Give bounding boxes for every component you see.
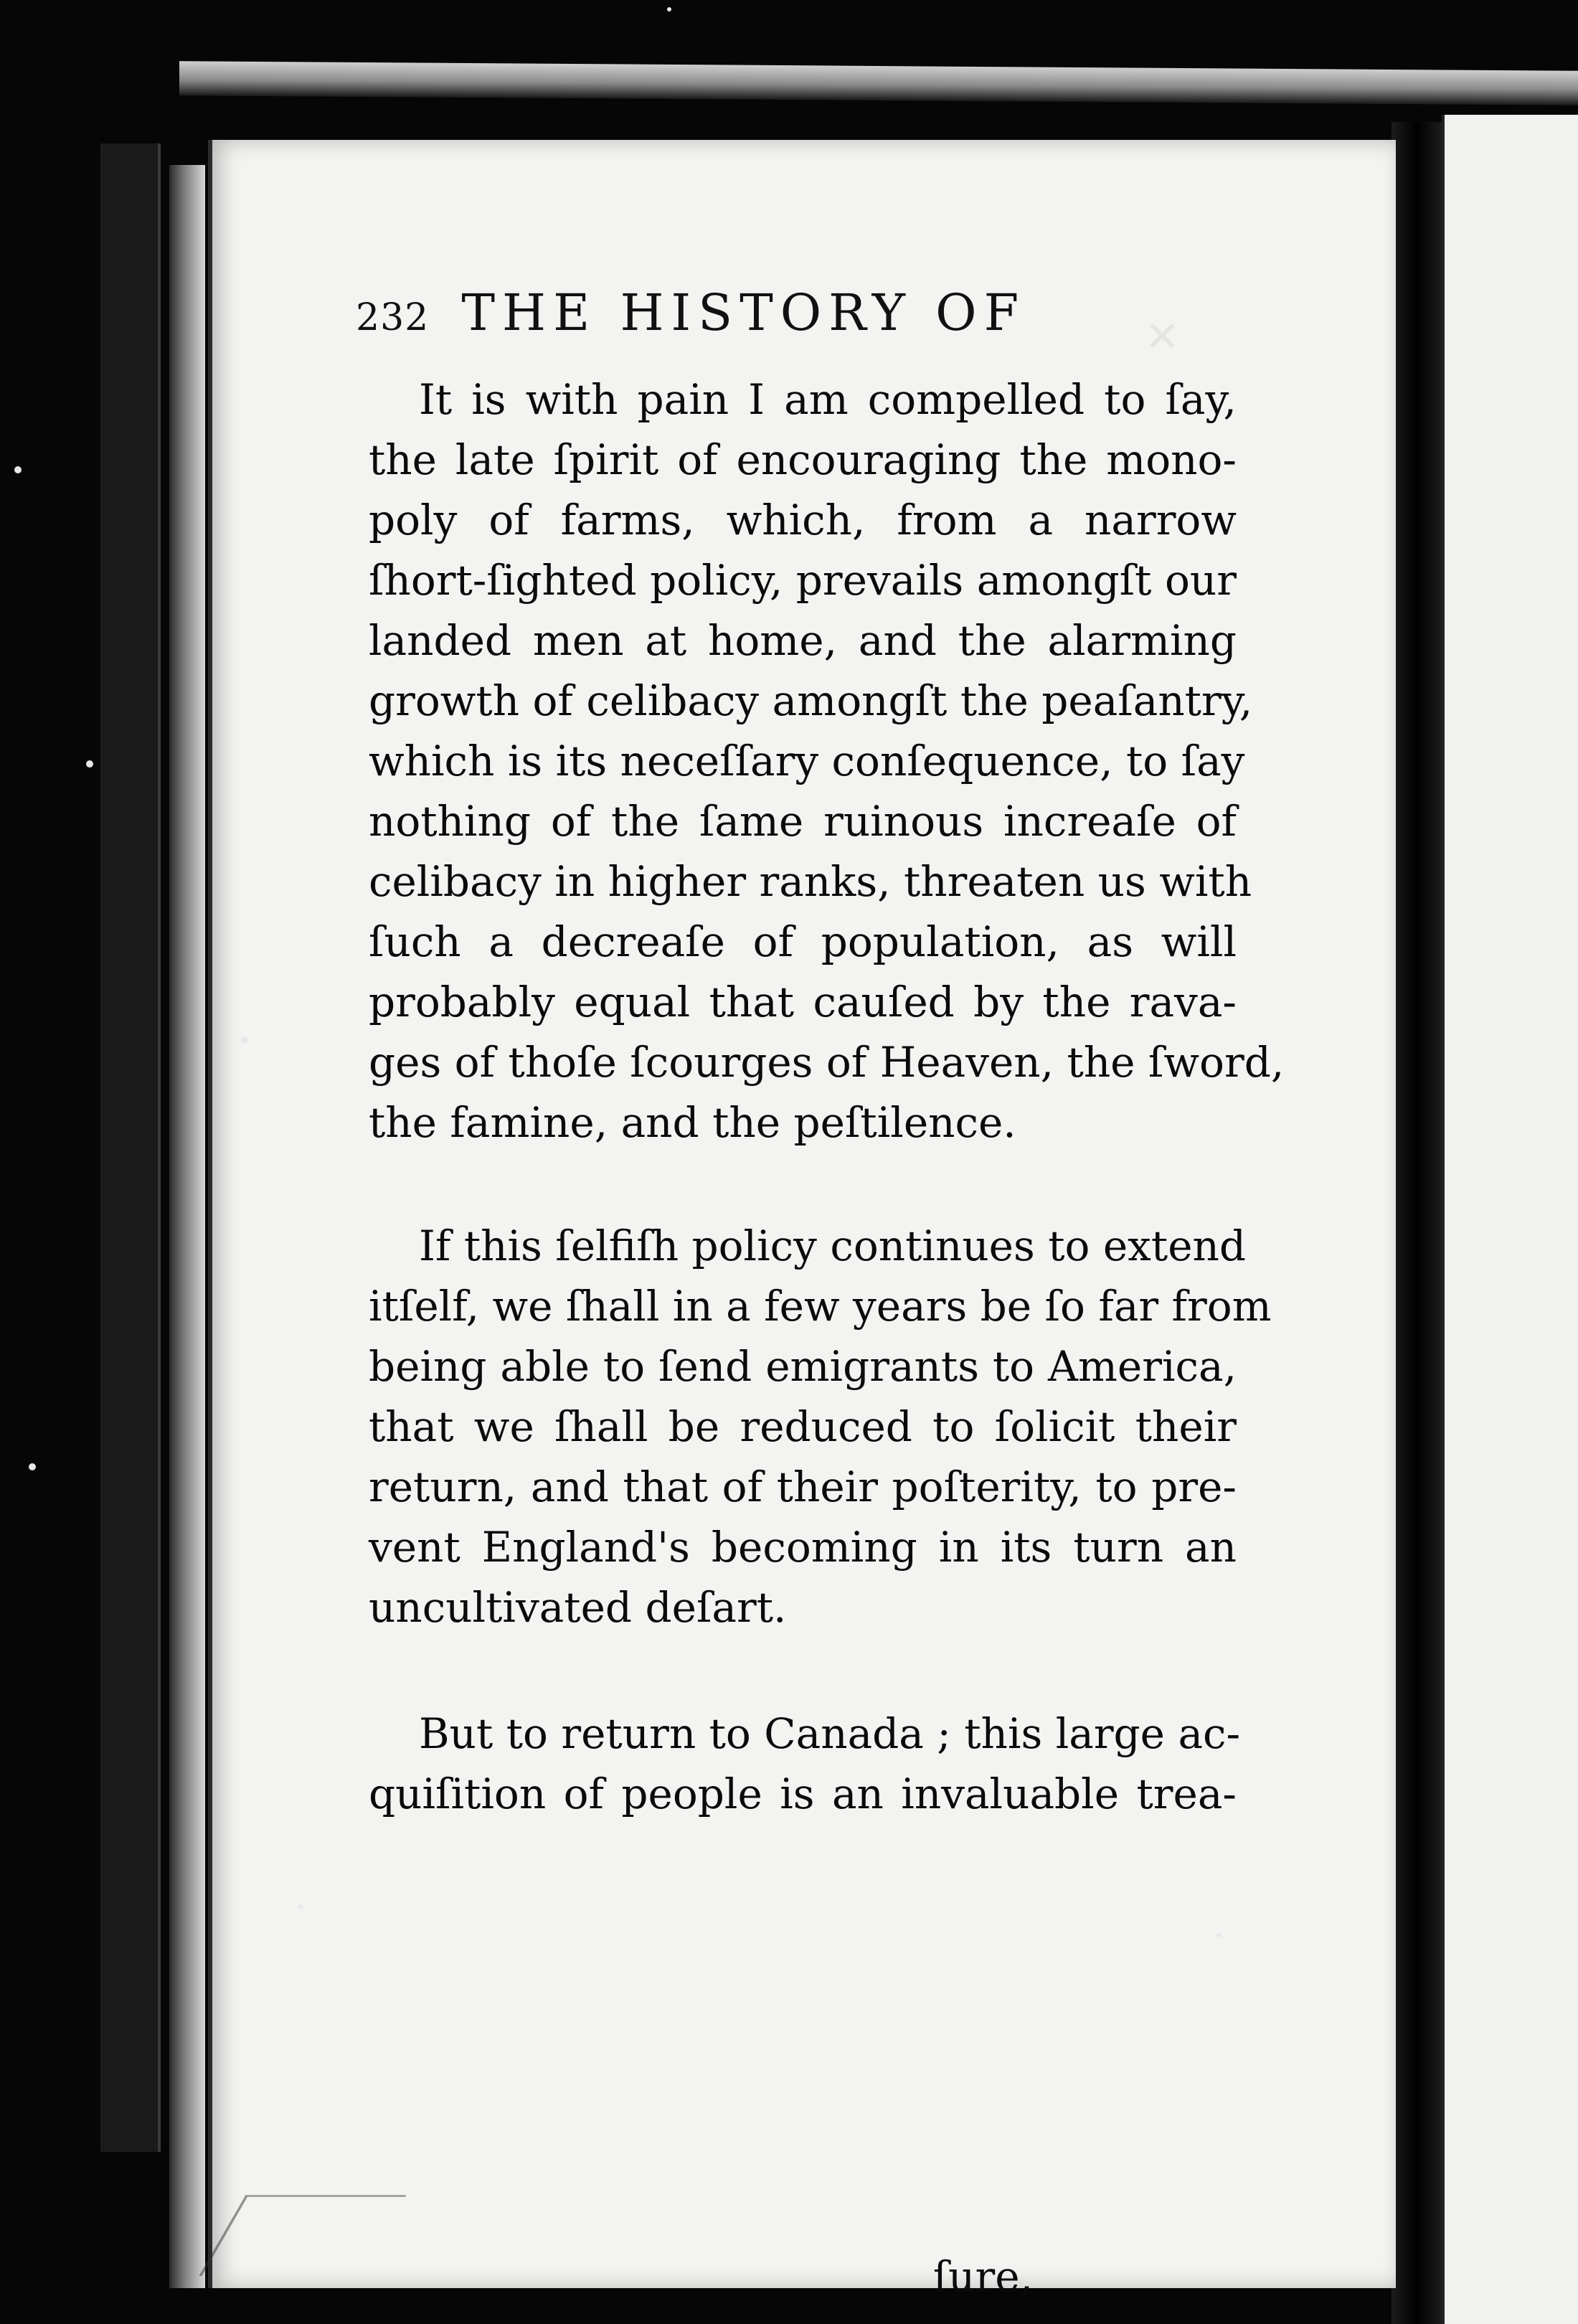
text-line: If this ſelfiſh policy continues to extend bbox=[419, 1222, 1247, 1270]
page-header bbox=[356, 283, 1145, 341]
text-line: celibacy in higher ranks, threaten us with bbox=[369, 857, 1252, 906]
facing-page bbox=[1442, 115, 1578, 2324]
text-line: that we ſhall be reduced to ſolicit their bbox=[369, 1402, 1237, 1451]
text-line: ges of thoſe ſcourges of Heaven, the ſword, bbox=[369, 1038, 1285, 1087]
text-line: which is its neceſſary conſequence, to ſay bbox=[369, 737, 1245, 785]
running-head: THE HISTORY OF bbox=[461, 283, 1026, 342]
page-number: 232 bbox=[356, 296, 430, 339]
show-through-text: ✕ bbox=[1145, 312, 1180, 361]
text-line: growth of celibacy amongſt the peaſantry, bbox=[369, 676, 1253, 725]
book-page bbox=[208, 140, 1396, 2288]
book-gutter bbox=[1392, 122, 1442, 2324]
paragraph bbox=[369, 369, 1285, 1153]
text-line: nothing of the ſame ruinous increaſe of bbox=[369, 797, 1237, 846]
text-line: probably equal that cauſed by the rava- bbox=[369, 978, 1237, 1026]
text-line: poly of farms, which, from a narrow bbox=[369, 496, 1237, 544]
dust-speck bbox=[14, 466, 22, 473]
text-line: vent England's becoming in its turn an bbox=[369, 1523, 1237, 1572]
paragraph bbox=[369, 1216, 1272, 1638]
page-stack-edge bbox=[169, 165, 205, 2288]
dust-speck bbox=[86, 760, 93, 767]
text-line: But to return to Canada ; this large ac- bbox=[419, 1709, 1241, 1758]
catchword: ſure, bbox=[932, 2252, 1033, 2301]
paper-speck bbox=[1216, 1933, 1221, 1937]
text-line: ſuch a decreaſe of population, as will bbox=[369, 917, 1237, 966]
text-line: uncultivated deſart. bbox=[369, 1583, 787, 1632]
text-line: It is with pain I am compelled to ſay, bbox=[419, 375, 1237, 424]
book-cover-edge bbox=[100, 143, 161, 2152]
dust-speck bbox=[29, 1463, 36, 1470]
text-line: itſelf, we ſhall in a few years be ſo far from bbox=[369, 1282, 1272, 1331]
paragraph bbox=[369, 1704, 1241, 1824]
text-line: the late ſpirit of encouraging the mono- bbox=[369, 435, 1237, 484]
dust-speck bbox=[667, 7, 671, 11]
text-line: landed men at home, and the alarming bbox=[369, 616, 1237, 665]
paper-speck bbox=[298, 1904, 303, 1909]
text-line: ſhort-ſighted policy, prevails amongſt our bbox=[369, 556, 1237, 605]
paper-speck bbox=[241, 1036, 248, 1044]
text-line: the famine, and the peſtilence. bbox=[369, 1098, 1016, 1147]
text-line: quiſition of people is an invaluable trea- bbox=[369, 1770, 1237, 1818]
text-line: being able to ſend emigrants to America, bbox=[369, 1342, 1237, 1391]
text-line: return, and that of their poſterity, to pre- bbox=[369, 1463, 1237, 1511]
